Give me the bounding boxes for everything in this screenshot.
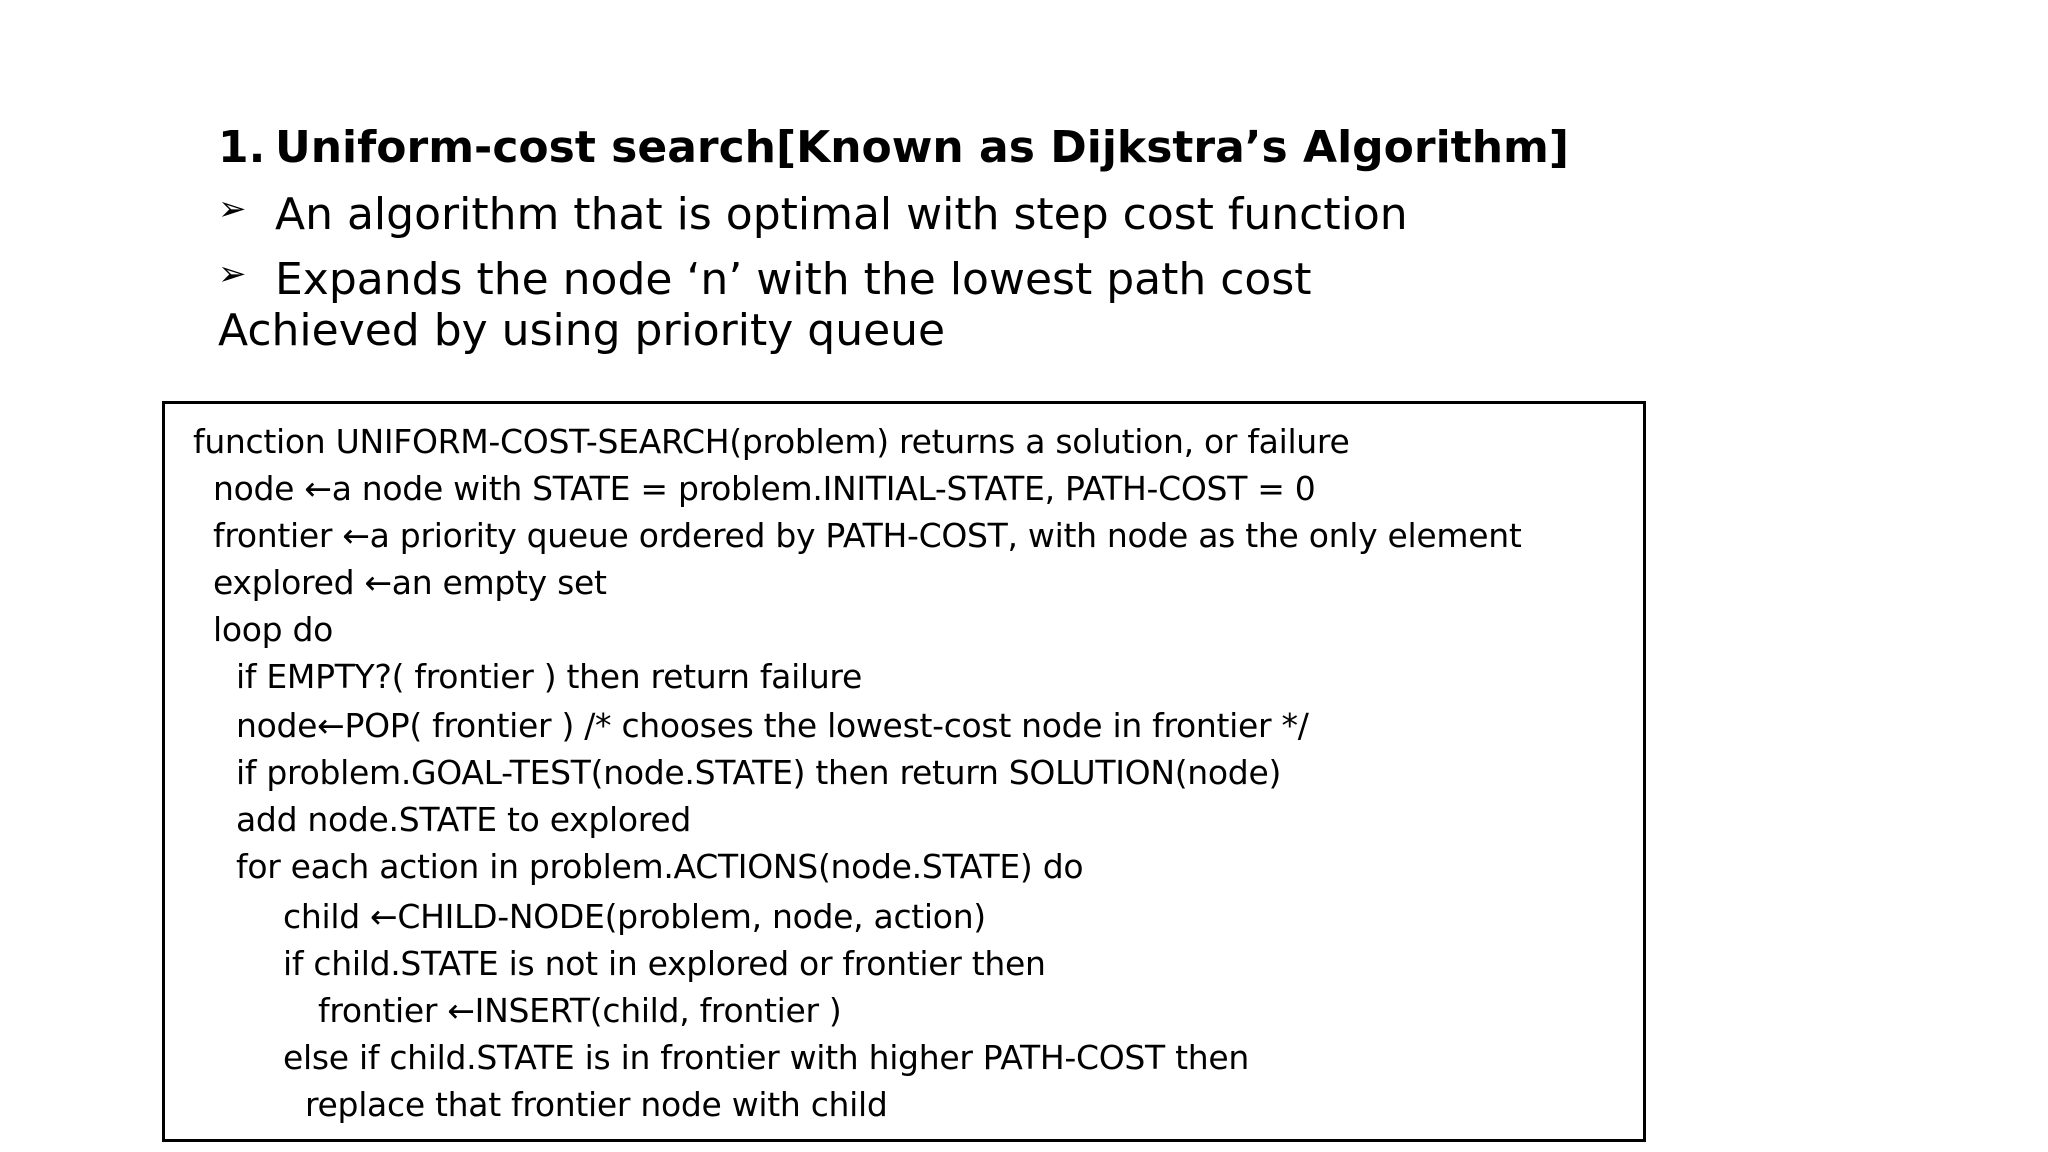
arrow-bullet-icon: ➢ bbox=[218, 189, 247, 229]
code-line: if problem.GOAL-TEST(node.STATE) then return SOLUTION(node) bbox=[236, 753, 1282, 792]
code-line: function UNIFORM-COST-SEARCH(problem) returns a solution, or failure bbox=[193, 422, 1350, 461]
pseudocode-box bbox=[162, 401, 1646, 1142]
slide-heading bbox=[218, 120, 1569, 176]
code-line: loop do bbox=[213, 610, 334, 649]
heading-text: Uniform-cost search[Known as Dijkstra’s Algorithm] bbox=[275, 122, 1569, 173]
code-line: node←POP( frontier ) /* chooses the lowest-cost node in frontier */ bbox=[236, 706, 1309, 745]
code-line: replace that frontier node with child bbox=[305, 1085, 888, 1124]
bullet-item bbox=[218, 252, 1312, 308]
code-line: if EMPTY?( frontier ) then return failure bbox=[236, 657, 862, 696]
code-line: child ←CHILD-NODE(problem, node, action) bbox=[283, 897, 986, 936]
code-line: node ←a node with STATE = problem.INITIAL-STATE, PATH-COST = 0 bbox=[213, 469, 1316, 508]
code-line: if child.STATE is not in explored or frontier then bbox=[283, 944, 1046, 983]
bullet-text: Expands the node ‘n’ with the lowest path cost bbox=[275, 254, 1312, 305]
code-line: add node.STATE to explored bbox=[236, 800, 691, 839]
bullet-text: An algorithm that is optimal with step cost function bbox=[275, 189, 1408, 240]
heading-number: 1. bbox=[218, 122, 266, 173]
code-line: frontier ←INSERT(child, frontier ) bbox=[318, 991, 842, 1030]
code-line: frontier ←a priority queue ordered by PATH-COST, with node as the only element bbox=[213, 516, 1522, 555]
code-line: explored ←an empty set bbox=[213, 563, 607, 602]
arrow-bullet-icon: ➢ bbox=[218, 254, 247, 294]
note-text: Achieved by using priority queue bbox=[218, 305, 946, 356]
code-line: for each action in problem.ACTIONS(node.STATE) do bbox=[236, 847, 1084, 886]
bullet-item bbox=[218, 187, 1408, 243]
code-line: else if child.STATE is in frontier with higher PATH-COST then bbox=[283, 1038, 1249, 1077]
